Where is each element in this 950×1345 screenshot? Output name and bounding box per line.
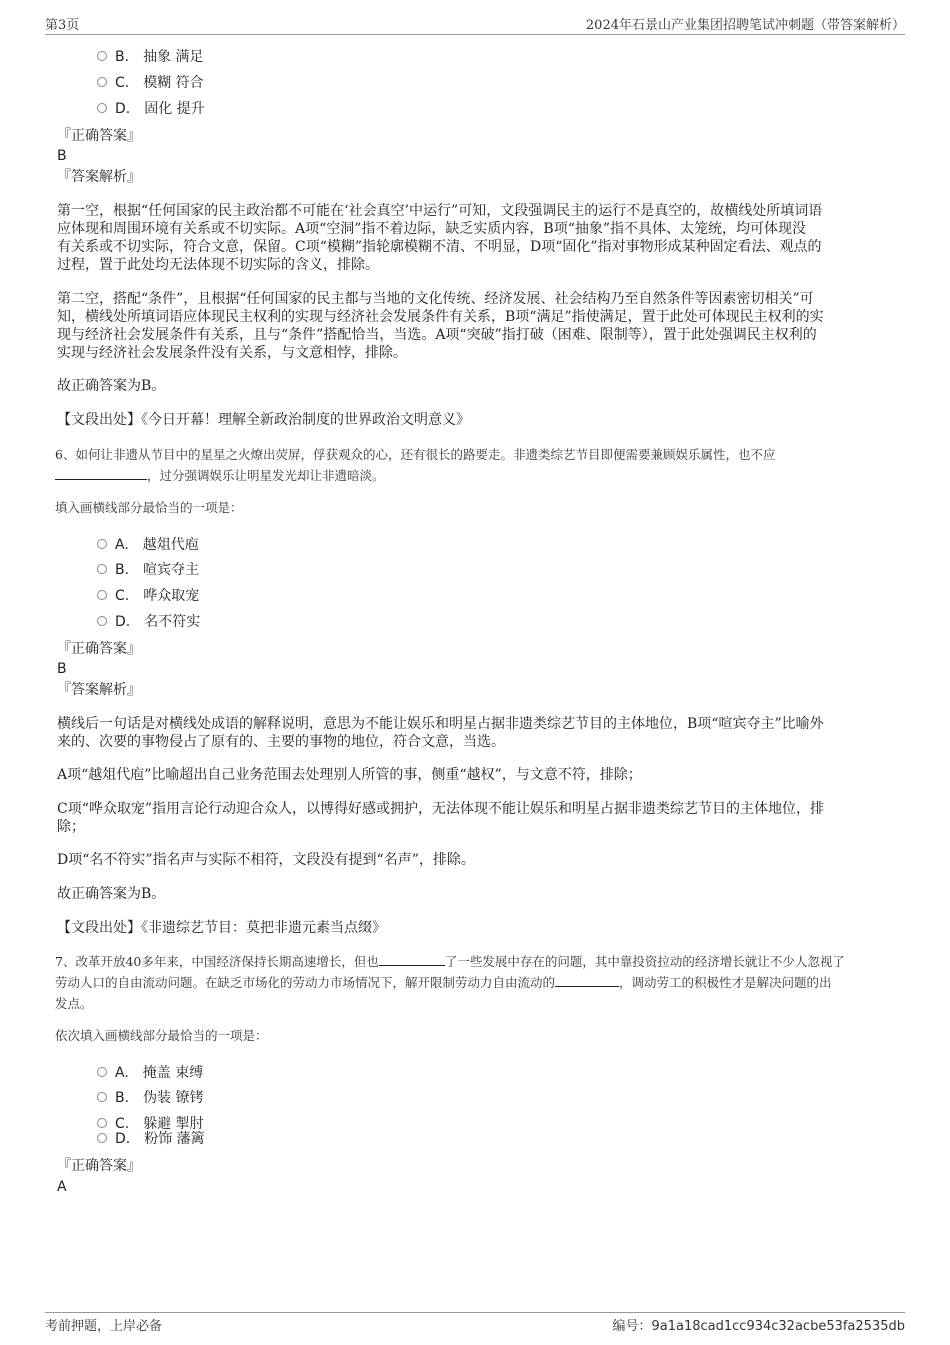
q5-answer: B — [57, 148, 67, 164]
q6-option-b[interactable]: B. 喧宾夺主 — [97, 561, 199, 579]
radio-icon[interactable] — [97, 1092, 107, 1102]
q6-analysis-para1: 横线后一句话是对横线处成语的解释说明，意思为不能让娱乐和明星占据非遗类综艺节目的主体地位，B项“喧宾夺主”比喻外 来的、次要的事物侵占了原有的、主要的事物的地位，符合文意，当选。 — [57, 716, 824, 750]
radio-icon[interactable] — [97, 51, 107, 61]
q7-answer: A — [57, 1179, 67, 1195]
q7-answer-label: 『正确答案』 — [57, 1158, 141, 1174]
q7-option-a[interactable]: A. 掩盖 束缚 — [97, 1064, 203, 1082]
fill-blank[interactable] — [55, 467, 147, 480]
page-number: 第3页 — [45, 18, 80, 33]
q7-option-b[interactable]: B. 伪装 镣铐 — [97, 1089, 204, 1107]
q7-option-c[interactable]: C. 躲避 掣肘 — [97, 1115, 204, 1133]
q5-conclusion: 故正确答案为B。 — [57, 378, 166, 394]
q6-analysis-label: 『答案解析』 — [57, 682, 141, 698]
q6-source: 【文段出处】《非遗综艺节目：莫把非遗元素当点缀》 — [57, 920, 386, 936]
q6-question: 6、如何让非遗从节目中的星星之火燎出荧屏，俘获观众的心，还有很长的路要走。非遗类综艺节目即便需要兼顾娱乐属性，也不应 ，过分强调娱乐让明星发光却让非遗暗淡。 — [55, 447, 776, 483]
q6-analysis-c: C项“哗众取宠”指用言论行动迎合众人，以博得好感或拥护，无法体现不能让娱乐和明星占据非遗类综艺节目的主体地位，排 除； — [57, 801, 825, 835]
q6-prompt: 填入画横线部分最恰当的一项是： — [55, 500, 243, 515]
radio-icon[interactable] — [97, 564, 107, 574]
radio-icon[interactable] — [97, 1118, 107, 1128]
footer-slogan: 考前押题，上岸必备 — [45, 1319, 163, 1334]
radio-icon[interactable] — [97, 539, 107, 549]
q6-option-d[interactable]: D. 名不符实 — [97, 613, 200, 631]
radio-icon[interactable] — [97, 616, 107, 626]
radio-icon[interactable] — [97, 1067, 107, 1077]
q6-option-c[interactable]: C. 哗众取宠 — [97, 587, 199, 605]
q6-analysis-d: D项“名不符实”指名声与实际不相符，文段没有提到“名声”，排除。 — [57, 852, 475, 868]
q5-source: 【文段出处】《今日开幕！理解全新政治制度的世界政治文明意义》 — [57, 412, 470, 428]
page-header — [45, 14, 905, 35]
q5-analysis-label: 『答案解析』 — [57, 169, 141, 185]
q7-question: 7、改革开放40多年来，中国经济保持长期高速增长，但也 了一些发展中存在的问题，其中靠投资拉动的经济增长就让不少人忽视了 劳动人口的自由流动问题。在缺乏市场化的劳动力市场情况下，解开限制劳动力自由流动的 ，调动劳工的积极性才是解决问题的出 发点。 — [55, 954, 845, 1011]
q5-answer-label: 『正确答案』 — [57, 128, 141, 144]
q5-option-b[interactable]: B. 抽象 满足 — [97, 48, 204, 66]
document-title: 2024年石景山产业集团招聘笔试冲刺题（带答案解析） — [585, 18, 905, 33]
radio-icon[interactable] — [97, 590, 107, 600]
q6-answer-label: 『正确答案』 — [57, 641, 141, 657]
q7-option-d[interactable]: D. 粉饰 藩篱 — [97, 1130, 205, 1148]
q6-analysis-a: A项“越俎代庖”比喻超出自己业务范围去处理别人所管的事，侧重“越权”，与文意不符，排除； — [57, 767, 642, 783]
page-footer — [45, 1312, 905, 1335]
document-id: 编号：9a1a18cad1cc934c32acbe53fa2535db — [612, 1319, 905, 1334]
fill-blank[interactable] — [555, 974, 619, 987]
q6-option-a[interactable]: A. 越俎代庖 — [97, 536, 199, 554]
fill-blank[interactable] — [379, 953, 445, 966]
q5-analysis-para2: 第二空，搭配“条件”，且根据“任何国家的民主都与当地的文化传统、经济发展、社会结构乃至自然条件等因素密切相关”可 知，横线处所填词语应体现民主权利的实现与经济社会发展条件有关系，B项“满足”指使满足，置于此处可体现民主权利的实 现与经济社会发展条件有关系，且与“条件”搭配恰当，当选。A项“突破”指打破（困难、限制等），置于此处强调民主权利的 实现与经济社会发展条件没有关系，与文意相悖，排除。 — [57, 291, 824, 361]
q5-option-c[interactable]: C. 模糊 符合 — [97, 74, 204, 92]
radio-icon[interactable] — [97, 77, 107, 87]
q6-conclusion: 故正确答案为B。 — [57, 886, 166, 902]
q7-prompt: 依次填入画横线部分最恰当的一项是： — [55, 1028, 268, 1043]
q5-option-d[interactable]: D. 固化 提升 — [97, 100, 205, 118]
q5-analysis-para1: 第一空，根据“任何国家的民主政治都不可能在‘社会真空’中运行”可知，文段强调民主的运行不是真空的，故横线处所填词语 应体现和周围环境有关系或不切实际。A项“空洞”指不着边际，缺乏实质内容，B项“抽象”指不具体、太笼统，均可体现没 有关系或不切实际，符合文意，保留。C项“模糊”指轮廓模糊不清、不明显，D项“固化”指对事物形成某种固定看法、观点的 过程，置于此处均无法体现不切实际的含义，排除。 — [57, 203, 823, 273]
q6-answer: B — [57, 661, 67, 677]
radio-icon[interactable] — [97, 1133, 107, 1143]
radio-icon[interactable] — [97, 103, 107, 113]
